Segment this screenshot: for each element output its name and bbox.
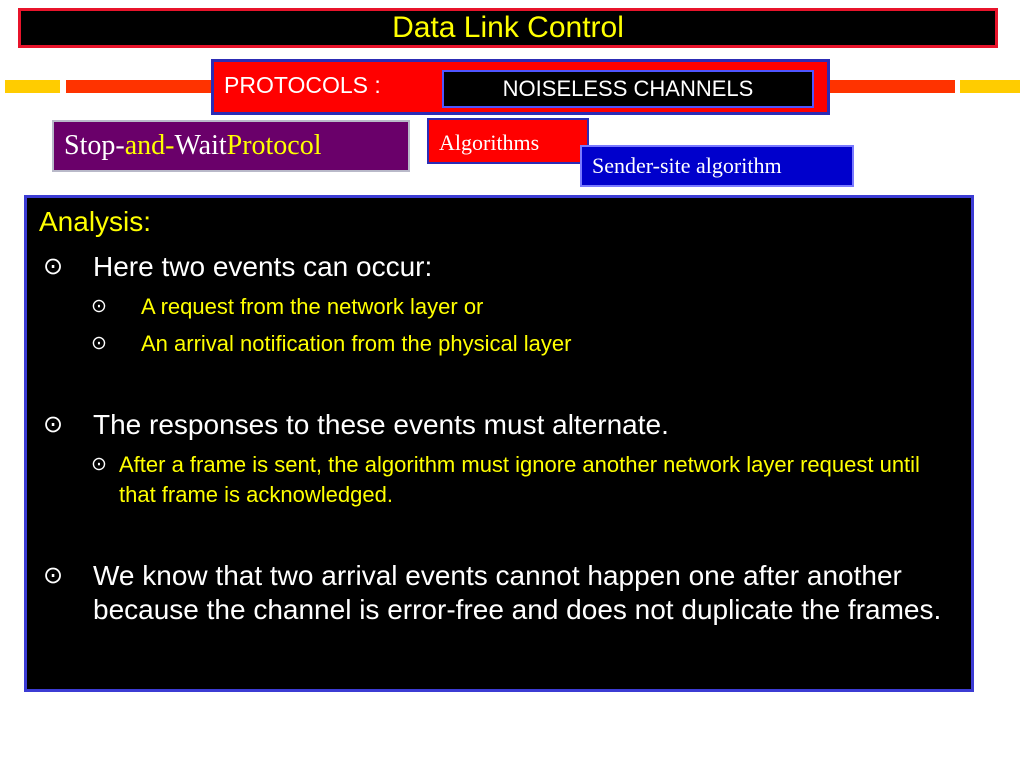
protocol-name-part-3: Wait [174,130,227,161]
sub-bullet-1-1-text: A request from the network layer or [141,294,484,319]
bullet-2-text: The responses to these events must alternate. [93,409,669,440]
channel-label: NOISELESS CHANNELS [502,76,754,101]
decor-stripe-red-right [830,80,955,93]
protocols-label: PROTOCOLS : [224,72,381,98]
decor-stripe-yellow-left [5,80,60,93]
title-bar [18,8,998,48]
decor-stripe-yellow-right [960,80,1020,93]
page-title: Data Link Control [392,11,624,44]
bullet-icon: ⊙ [43,411,64,438]
sub-bullet-1-2-text: An arrival notification from the physical layer [141,331,572,356]
algorithms-tag: Algorithms [427,118,589,164]
bullet-icon: ⊙ [43,253,64,280]
analysis-heading: Analysis: [39,206,152,237]
protocol-name-part-1: Stop- [64,130,125,161]
bullet-1-text: Here two events can occur: [93,251,433,282]
content-panel [24,195,974,692]
protocol-name-tag [52,120,410,172]
protocol-name-part-2: and- [124,130,175,161]
bullet-icon: ⊙ [91,454,107,475]
protocol-name-part-4: Protocol [226,130,322,161]
bullet-icon: ⊙ [91,333,107,354]
sub-bullet-2-1-text: After a frame is sent, the algorithm must ignore another network layer request until that frame is acknowledged. [119,452,920,507]
decor-stripe-red-left [66,80,212,93]
bullet-3-text: We know that two arrival events cannot happen one after another because the channel is error-free and does not duplicate the frames. [93,560,942,625]
bullet-icon: ⊙ [43,562,64,589]
sender-site-tag: Sender-site algorithm [580,145,854,187]
channel-banner [442,70,814,108]
bullet-icon: ⊙ [91,296,107,317]
